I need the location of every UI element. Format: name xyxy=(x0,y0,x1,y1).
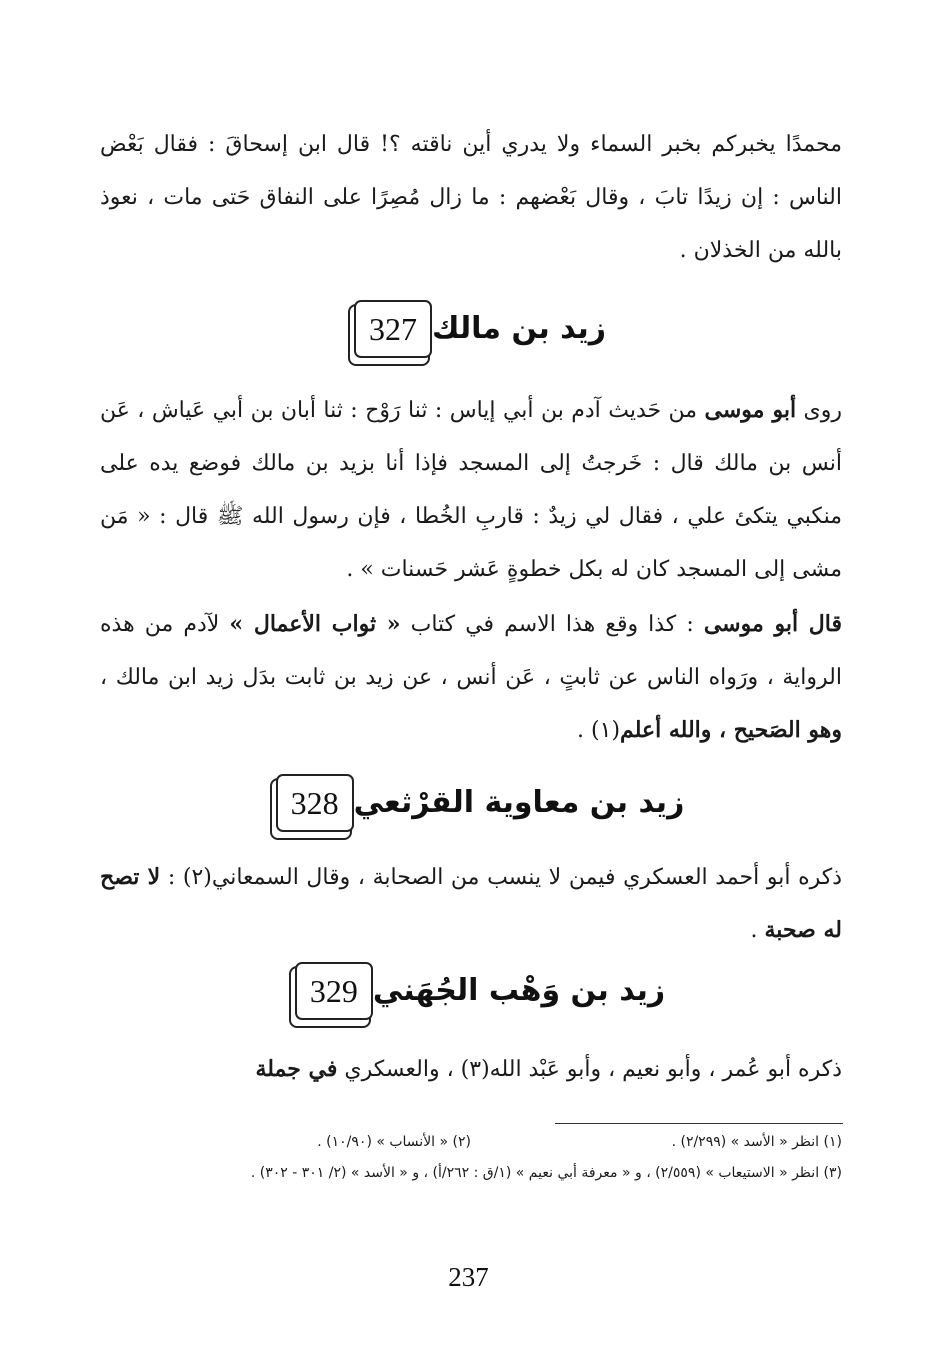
entry-heading-328 xyxy=(100,762,842,842)
entry-number: 327 xyxy=(354,300,432,358)
entry-heading-327 xyxy=(100,288,842,368)
bold-run: « ثواب الأعمال » xyxy=(229,611,401,637)
entry-number-box xyxy=(276,774,354,830)
bold-run: وهو الصَحيح ، والله أعلم xyxy=(620,717,842,743)
entry-title: زيد بن معاوية القرْثعي xyxy=(353,784,685,820)
text-run: (١) . xyxy=(577,718,621,743)
entry-heading-329 xyxy=(100,950,842,1030)
footnote-1: (١) انظر « الأسد » (٢/٢٩٩) . xyxy=(671,1134,842,1150)
entry-329-paragraph-1 xyxy=(100,1043,842,1096)
entry-number: 329 xyxy=(295,962,373,1020)
entry-328-paragraph-1 xyxy=(100,851,842,957)
bold-run: لا تصح له صحبة xyxy=(100,864,842,943)
entry-327-paragraph-1 xyxy=(100,384,842,596)
footnote-3: (٣) انظر « الاستيعاب » (٢/٥٥٩) ، و « معرفة أبي نعيم » (١/ق : ٢٦٢/أ) ، و « الأسد » (٢/ ٣٠١ - ٣٠٢) . xyxy=(250,1165,842,1181)
text-run: . xyxy=(750,918,765,943)
entry-number-box xyxy=(295,962,373,1018)
bold-run: قال أبو موسى xyxy=(703,611,842,637)
bold-run: في جملة xyxy=(255,1056,338,1082)
text-run: ذكره أبو أحمد العسكري فيمن لا ينسب من الصحابة ، وقال السمعاني(٢) : xyxy=(160,865,843,890)
text-run: لآدم من هذه الرواية ، ورَواه الناس عن ثابتٍ ، عَن أنس ، عن زيد بن ثابت بدَل زيد ابن مالك ، xyxy=(100,612,842,690)
footnote-row xyxy=(100,1127,842,1158)
entry-title: زيد بن مالك xyxy=(431,310,607,346)
footnote-divider xyxy=(555,1123,843,1124)
footnote-2: (٢) « الأنساب » (١٠/٩٠) . xyxy=(317,1134,471,1150)
footnotes xyxy=(100,1127,842,1189)
entry-327-paragraph-2 xyxy=(100,598,842,757)
page-number: 237 xyxy=(448,1262,489,1292)
text-run: روى xyxy=(796,398,843,423)
intro-paragraph: محمدًا يخبركم بخبر السماء ولا يدري أين ناقته ؟! قال ابن إسحاقَ : فقال بَعْض الناس : إن زيدًا تابَ ، وقال بَعْضهم : ما زال مُصِرًا على النفاق حَتى مات ، نعوذ بالله من الخذلان . xyxy=(100,132,842,263)
text-run: ذكره أبو عُمر ، وأبو نعيم ، وأبو عَبْد الله(٣) ، والعسكري xyxy=(337,1057,842,1082)
entry-number: 328 xyxy=(276,774,354,832)
bold-run: أبو موسى xyxy=(704,397,797,423)
entry-title: زيد بن وَهْب الجُهَني xyxy=(372,972,666,1008)
text-run: من حَديث آدم بن أبي إياس : ثنا رَوْح : ثنا أبان بن أبي عَياش ، عَن أنس بن مالك قال : خَرجتُ إلى المسجد فإذا أنا بزيد بن مالك فوضع يده على منكبي يتكئ علي ، فقال لي زيدٌ : قاربِ الخُطا ، فإن رسول الله ﷺ قال : « مَن مشى إلى المسجد كان له بكل خطوةٍ عَشر حَسنات » . xyxy=(100,398,842,582)
text-run: : كذا وقع هذا الاسم في كتاب xyxy=(400,612,704,637)
entry-number-box xyxy=(354,300,432,356)
